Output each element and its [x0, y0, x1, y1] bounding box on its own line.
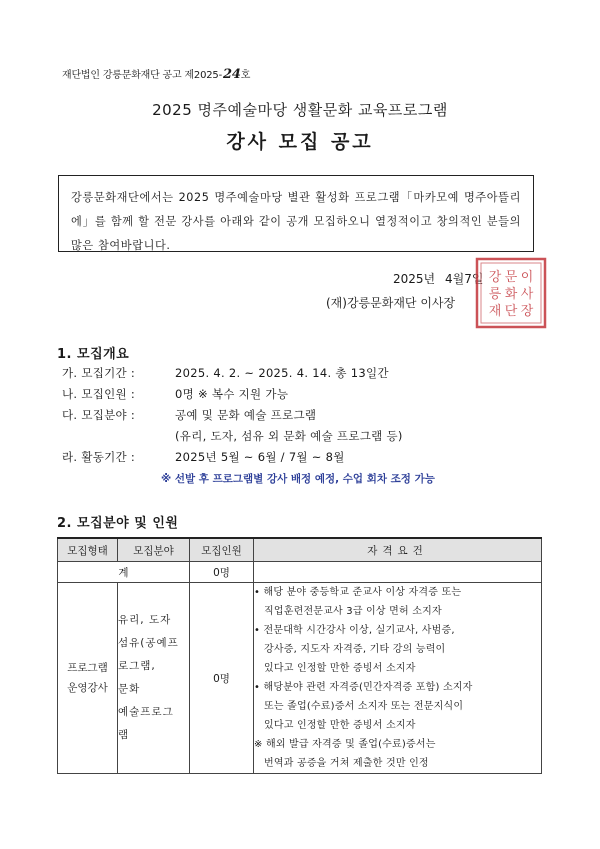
row-field-line: 예술프로그 — [118, 706, 174, 718]
issuer-signature: (재)강릉문화재단 이사장 — [326, 296, 456, 310]
row-type — [58, 583, 118, 774]
issue-month-day: 4월7일 — [444, 272, 484, 286]
requirement-line: • 해당 분야 중등학교 준교사 이상 자격증 또는 — [254, 587, 462, 598]
requirement-line: 강사증, 지도자 자격증, 기타 강의 능력이 — [264, 644, 446, 655]
requirement-line: 있다고 인정할 만한 증빙서 소지자 — [264, 663, 416, 674]
total-label: 계 — [58, 562, 190, 583]
requirement-line: 직업훈련전문교사 3급 이상 면허 소지자 — [264, 606, 442, 617]
overview-note: ※ 선발 후 프로그램별 강사 배정 예정, 수업 회차 조정 가능 — [161, 473, 435, 485]
overview-value: 공예 및 문화 예술 프로그램 — [175, 408, 317, 422]
notice-prefix: 재단법인 강릉문화재단 공고 제2025- — [62, 70, 222, 81]
header-field: 모집분야 — [118, 538, 190, 562]
requirement-line: • 전문대학 시간강사 이상, 실기교사, 사범증, — [254, 625, 455, 636]
notice-handwritten-number: 24 — [222, 67, 241, 82]
notice-suffix: 호 — [240, 70, 251, 81]
requirement-line: • 해당분야 관련 자격증(민간자격증 포함) 소지자 — [254, 682, 473, 693]
row-field-line: 섬유(공예프 — [118, 637, 179, 649]
row-type-line: 운영강사 — [67, 682, 108, 694]
svg-text:릉: 릉 — [488, 287, 502, 302]
document-subtitle: 2025 명주예술마당 생활문화 교육프로그램 — [152, 101, 448, 119]
overview-label: 다. 모집분야 : — [62, 408, 136, 422]
section2-heading: 2. 모집분야 및 인원 — [57, 516, 179, 531]
row-requirements — [254, 583, 542, 774]
row-count: 0명 — [190, 583, 254, 774]
svg-text:화: 화 — [504, 287, 518, 302]
svg-text:장: 장 — [520, 304, 534, 319]
overview-label: 가. 모집기간 : — [62, 366, 136, 380]
svg-text:사: 사 — [520, 287, 534, 302]
requirement-line: 또는 졸업(수료)증서 소지자 또는 전문지식이 — [264, 701, 464, 712]
row-type-line: 프로그램 — [67, 662, 108, 674]
svg-text:문: 문 — [504, 270, 518, 285]
overview-label: 나. 모집인원 : — [62, 387, 136, 401]
overview-item-count — [62, 386, 288, 402]
intro-box — [58, 175, 534, 252]
overview-value: 0명 ※ 복수 지원 가능 — [175, 387, 289, 401]
table-row — [58, 583, 542, 774]
header-count: 모집인원 — [190, 538, 254, 562]
overview-value: 2025. 4. 2. ~ 2025. 4. 14. 총 13일간 — [175, 366, 389, 380]
intro-text: 강릉문화재단에서는 2025 명주예술마당 별관 활성화 프로그램「마카모예 명주아뜰리에」를 함께 할 전문 강사를 아래와 같이 공개 모집하오니 열정적이고 창의적인 분들의 많은 참여바랍니다. — [71, 191, 521, 252]
overview-item-field — [62, 407, 316, 423]
notice-number — [62, 66, 250, 82]
overview-item-period — [62, 365, 389, 381]
recruitment-table — [57, 537, 542, 774]
row-field — [118, 583, 190, 774]
issue-year: 2025년 — [393, 272, 436, 286]
header-requirements: 자격요건 — [254, 538, 542, 562]
svg-text:이: 이 — [520, 270, 534, 285]
overview-item-field-detail — [62, 428, 403, 444]
row-field-line: 문화 — [118, 683, 141, 695]
header-type: 모집형태 — [58, 538, 118, 562]
row-field-line: 유리, 도자 — [118, 614, 172, 626]
overview-item-activity — [62, 449, 345, 465]
requirement-line: 번역과 공증을 거쳐 제출한 것만 인정 — [264, 758, 429, 769]
section1-heading: 1. 모집개요 — [57, 347, 130, 362]
table-total-row — [58, 562, 542, 583]
row-field-line: 로그램, — [118, 660, 156, 672]
official-seal-stamp — [475, 257, 547, 329]
requirement-line: ※ 해외 발급 자격증 및 졸업(수료)증서는 — [254, 739, 436, 750]
total-requirements-empty — [254, 562, 542, 583]
svg-text:강: 강 — [488, 270, 502, 285]
overview-value: 2025년 5월 ~ 6월 / 7월 ~ 8월 — [175, 450, 345, 464]
document-title: 강사 모집 공고 — [226, 131, 374, 153]
table-header-row — [58, 538, 542, 562]
total-count: 0명 — [190, 562, 254, 583]
row-field-line: 램 — [118, 729, 130, 741]
overview-value: (유리, 도자, 섬유 외 문화 예술 프로그램 등) — [175, 429, 403, 443]
overview-label: 라. 활동기간 : — [62, 450, 136, 464]
requirement-line: 있다고 인정할 만한 증빙서 소지자 — [264, 720, 416, 731]
svg-text:단: 단 — [504, 304, 518, 319]
svg-text:재: 재 — [488, 304, 502, 319]
